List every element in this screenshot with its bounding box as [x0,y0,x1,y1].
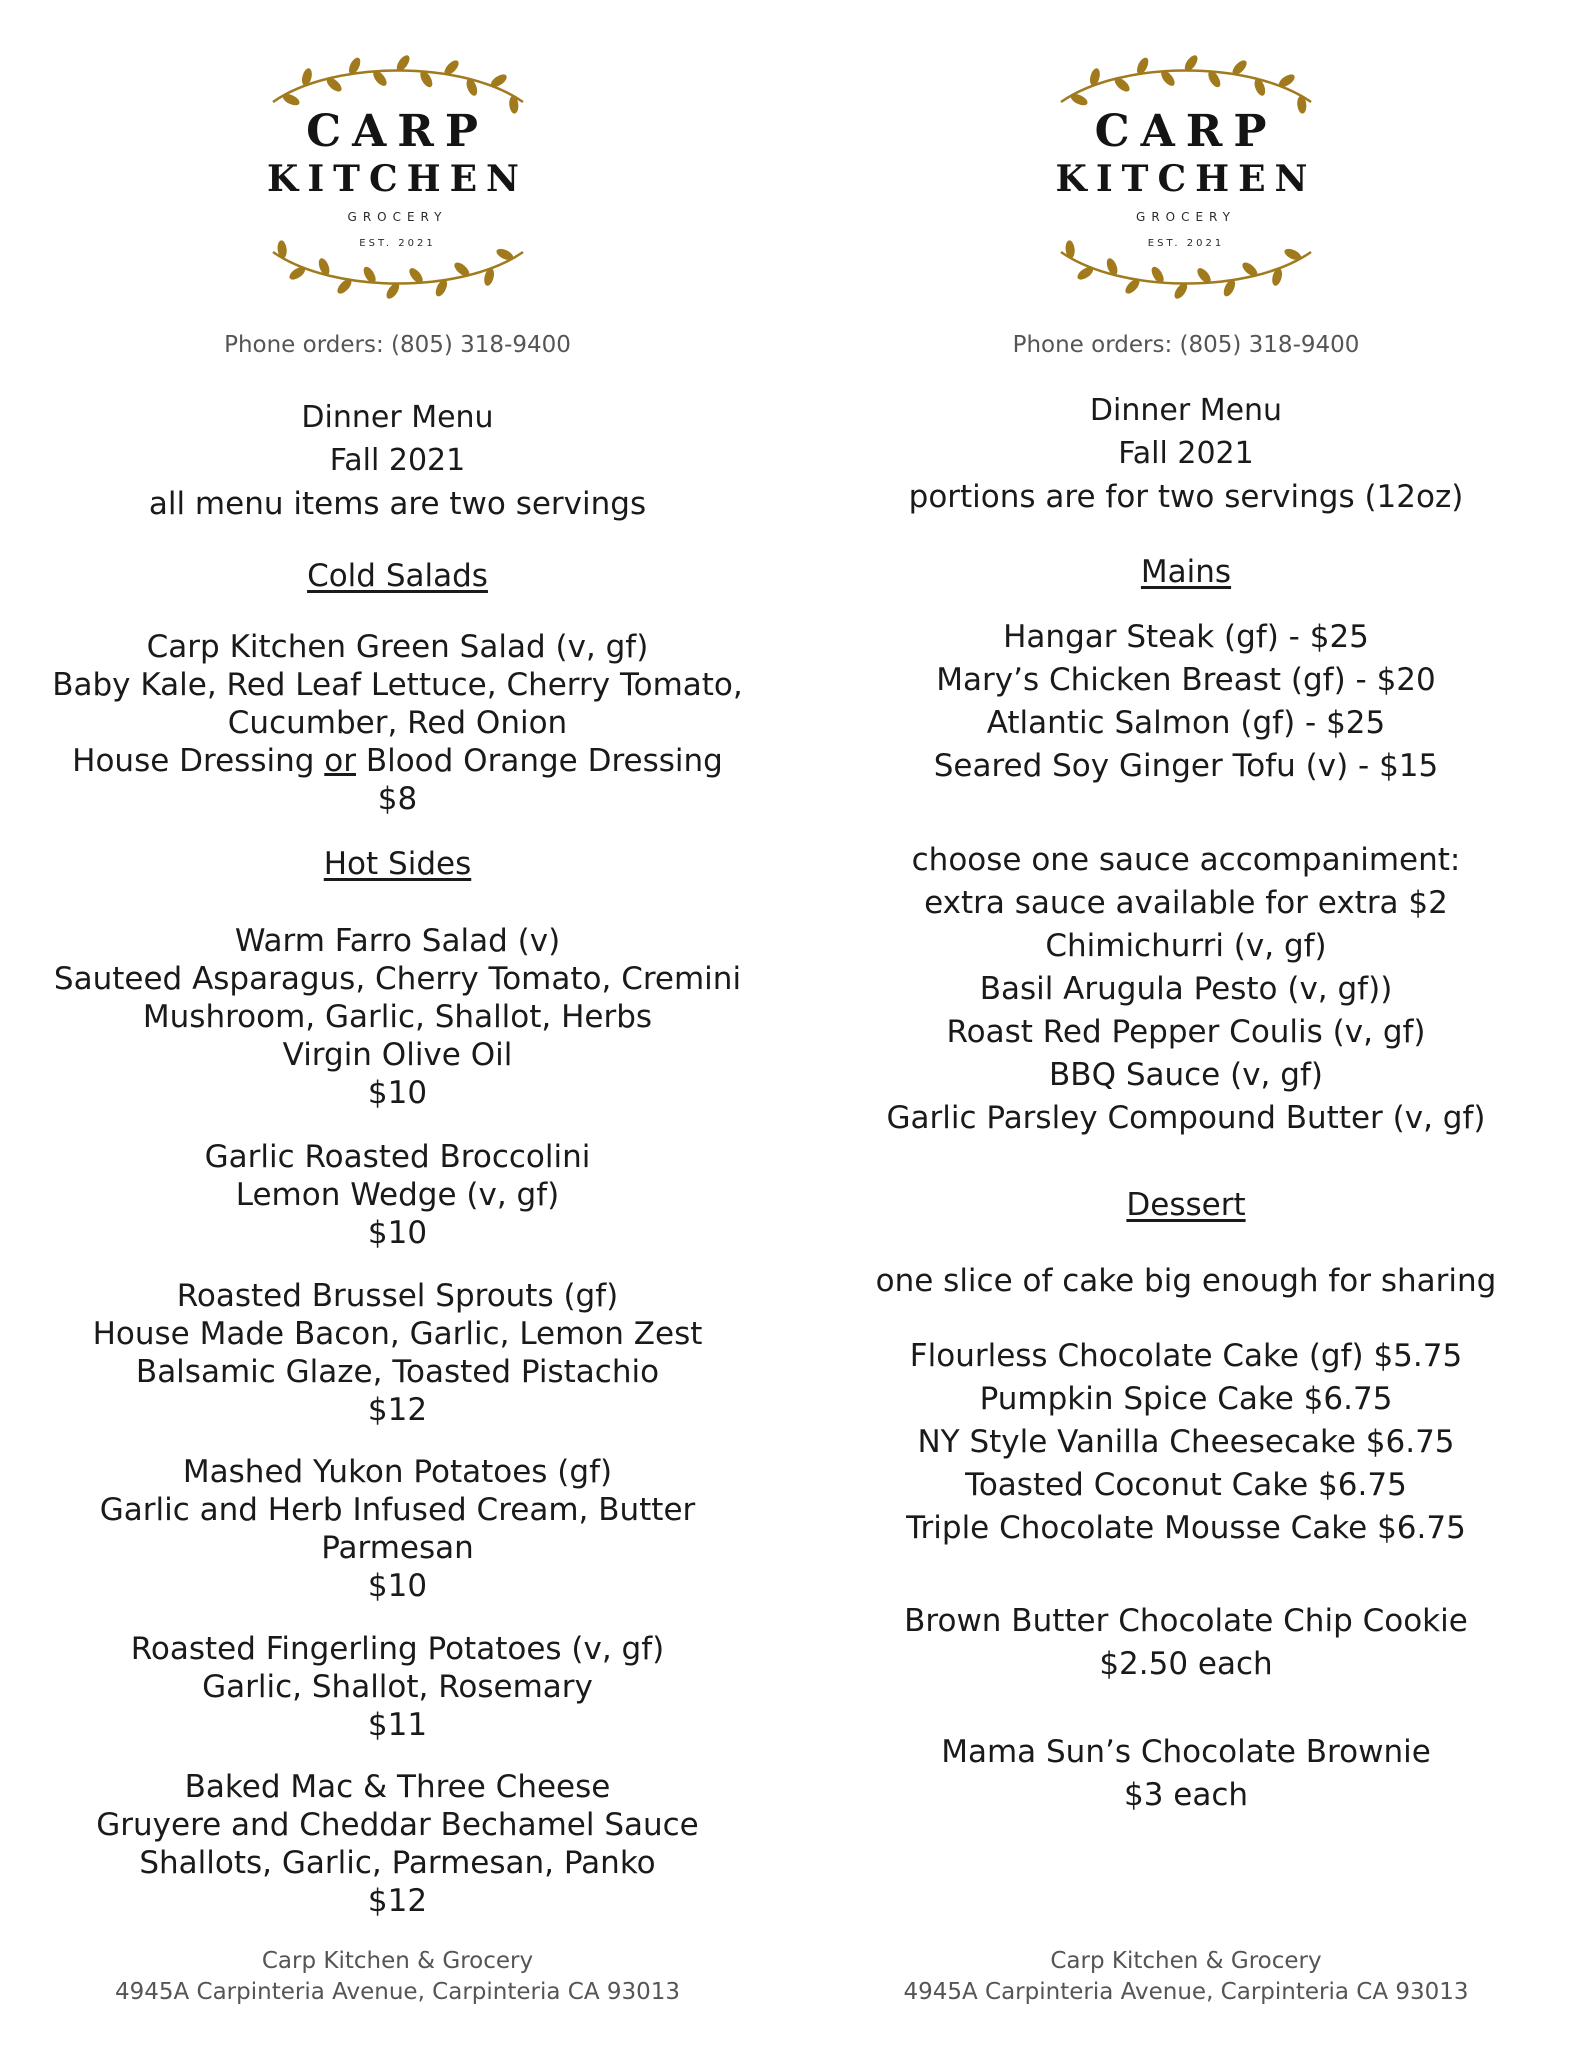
menu-item-cookie [795,1600,1577,1686]
sauce-intro: choose one sauce accompaniment: [911,842,1461,878]
menu-item-mashed-potatoes [0,1453,795,1605]
item-price: $10 [367,1568,428,1604]
item-description: Garlic and Herb Infused Cream, Butter [99,1492,696,1528]
carp-kitchen-logo [1041,40,1331,310]
item-price: $12 [367,1883,428,1919]
main-item: Atlantic Salmon (gf) - $25 [986,705,1386,741]
logo-word-kitchen: KITCHEN [1055,158,1317,200]
item-dressing [0,742,795,780]
footer-business-name: Carp Kitchen & Grocery [261,1948,534,1974]
menu-serving-note: all menu items are two servings [148,486,647,522]
item-price: $10 [367,1075,428,1111]
menu-item-mac-and-cheese [0,1768,795,1920]
menu-page-right [795,0,1577,2048]
sauce-extra-note: extra sauce available for extra $2 [924,885,1448,921]
item-description: Mushroom, Garlic, Shallot, Herbs [142,999,653,1035]
sauce-item: Garlic Parsley Compound Butter (v, gf) [886,1100,1486,1136]
item-name: Garlic Roasted Broccolini [204,1139,591,1175]
menu-season: Fall 2021 [1118,436,1254,471]
item-description: Gruyere and Cheddar Bechamel Sauce [96,1807,699,1843]
footer-address: 4945A Carpinteria Avenue, Carpinteria CA 93013 [114,1979,681,2005]
logo-word-carp: CARP [1094,106,1278,157]
menu-season: Fall 2021 [329,443,466,478]
menu-item-farro-salad [0,922,795,1112]
logo-word-grocery: GROCERY [347,210,448,224]
item-name: Mama Sun’s Chocolate Brownie [941,1734,1431,1770]
menu-title: Dinner Menu [1089,393,1283,428]
item-price: $8 [377,781,418,817]
item-description: Shallots, Garlic, Parmesan, Panko [139,1845,656,1881]
section-heading-hot-sides: Hot Sides [323,846,472,882]
sauce-list [795,839,1577,1140]
phone-orders: Phone orders: (805) 318-9400 [224,332,571,358]
logo-word-kitchen: KITCHEN [267,158,528,200]
item-name: Warm Farro Salad (v) [234,923,561,959]
cake-item: Triple Chocolate Mousse Cake $6.75 [906,1510,1466,1546]
dressing-option-b: Blood Orange Dressing [355,743,723,779]
footer [795,1946,1577,2008]
item-name: Baked Mac & Three Cheese [184,1769,611,1805]
item-description: Parmesan [321,1530,474,1566]
footer [0,1946,795,2008]
item-description: House Made Bacon, Garlic, Lemon Zest [92,1316,703,1352]
item-description: Lemon Wedge (v, gf) [235,1177,560,1213]
item-price: $12 [367,1392,428,1428]
menu-item-green-salad [0,628,795,818]
section-heading-mains: Mains [1140,554,1232,590]
dessert-note: one slice of cake big enough for sharing [875,1263,1497,1299]
section-heading-cold-salads: Cold Salads [307,558,488,594]
menu-serving-note: portions are for two servings (12oz) [908,479,1464,515]
item-name: Mashed Yukon Potatoes (gf) [182,1454,613,1490]
footer-address: 4945A Carpinteria Avenue, Carpinteria CA 93013 [903,1979,1469,2005]
section-heading-dessert: Dessert [1126,1187,1246,1223]
item-price: $2.50 each [1099,1646,1273,1682]
dressing-or: or [324,743,356,779]
sauce-item: BBQ Sauce (v, gf) [1049,1057,1323,1093]
mains-list [795,616,1577,788]
sauce-item: Basil Arugula Pesto (v, gf)) [979,971,1393,1007]
item-description: Sauteed Asparagus, Cherry Tomato, Cremini [53,961,742,997]
cake-item: Pumpkin Spice Cake $6.75 [979,1381,1393,1417]
item-price: $10 [367,1215,428,1251]
menu-item-broccolini [0,1138,795,1252]
item-description: Balsamic Glaze, Toasted Pistachio [135,1354,660,1390]
menu-item-fingerling-potatoes [0,1630,795,1744]
item-description: Baby Kale, Red Leaf Lettuce, Cherry Tomato, [52,667,743,703]
carp-kitchen-logo [253,40,543,310]
item-name: Roasted Brussel Sprouts (gf) [176,1278,619,1314]
menu-item-brussel-sprouts [0,1277,795,1429]
sauce-item: Chimichurri (v, gf) [1045,928,1327,964]
cake-item: Flourless Chocolate Cake (gf) $5.75 [909,1338,1463,1374]
main-item: Seared Soy Ginger Tofu (v) - $15 [933,748,1439,784]
item-price: $3 each [1123,1777,1249,1813]
cake-item: Toasted Coconut Cake $6.75 [965,1467,1407,1503]
cake-list [795,1335,1577,1550]
item-description: Virgin Olive Oil [282,1037,513,1073]
item-name: Carp Kitchen Green Salad (v, gf) [146,629,649,665]
logo-word-grocery: GROCERY [1136,210,1236,224]
main-item: Mary’s Chicken Breast (gf) - $20 [936,662,1436,698]
main-item: Hangar Steak (gf) - $25 [1003,619,1369,655]
footer-business-name: Carp Kitchen & Grocery [1050,1948,1322,1974]
item-description: Cucumber, Red Onion [227,705,568,741]
menu-title: Dinner Menu [301,400,494,435]
logo-word-carp: CARP [306,106,489,157]
phone-orders: Phone orders: (805) 318-9400 [1012,332,1360,358]
sauce-item: Roast Red Pepper Coulis (v, gf) [946,1014,1426,1050]
menu-item-brownie [795,1731,1577,1817]
item-name: Brown Butter Chocolate Chip Cookie [904,1603,1468,1639]
dressing-option-a: House Dressing [72,743,325,779]
item-price: $11 [367,1707,428,1743]
logo-established: EST. 2021 [1147,238,1225,249]
item-description: Garlic, Shallot, Rosemary [202,1669,593,1705]
item-name: Roasted Fingerling Potatoes (v, gf) [130,1631,665,1667]
logo-established: EST. 2021 [359,238,436,249]
cake-item: NY Style Vanilla Cheesecake $6.75 [917,1424,1455,1460]
